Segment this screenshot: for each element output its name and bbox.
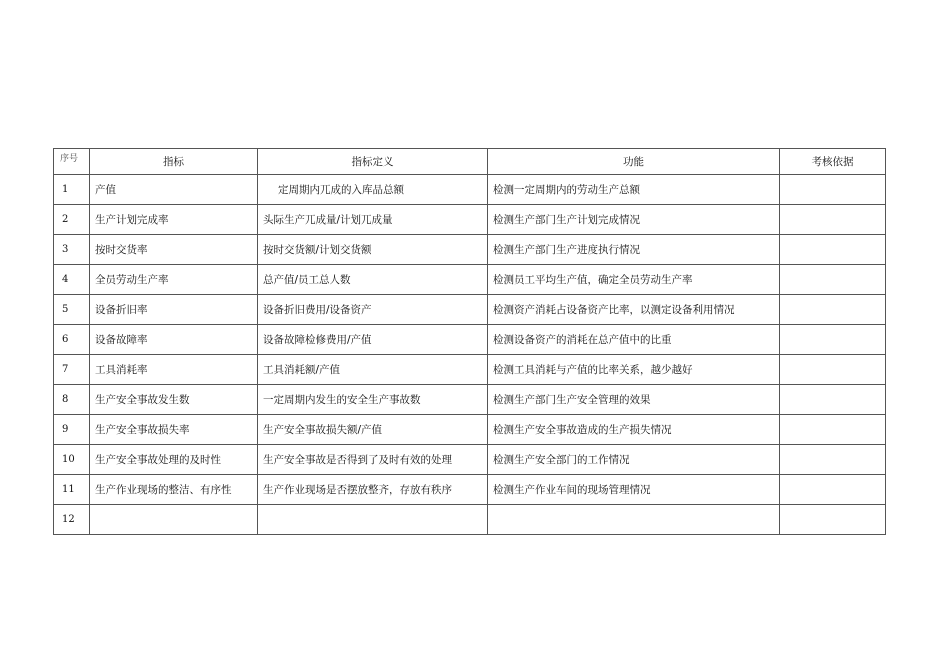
cell-definition (258, 505, 488, 535)
cell-indicator: 生产安全事故处理的及时性 (90, 445, 258, 475)
cell-definition: 定周期内兀成的入库品总额 (258, 175, 488, 205)
cell-basis (780, 475, 886, 505)
cell-index: 4 (54, 265, 90, 295)
table-row (54, 295, 886, 325)
cell-function: 检测一定周期内的劳动生产总额 (488, 175, 780, 205)
cell-index: 11 (54, 475, 90, 505)
header-index (54, 149, 90, 175)
cell-function: 检测生产部门生产进度执行情况 (488, 235, 780, 265)
cell-indicator: 生产安全事故发生数 (90, 385, 258, 415)
cell-indicator: 按时交货率 (90, 235, 258, 265)
cell-function: 检测生产部门生产计划完成情况 (488, 205, 780, 235)
table-row (54, 235, 886, 265)
cell-function: 检测生产作业车间的现场管理情况 (488, 475, 780, 505)
cell-index: 1 (54, 175, 90, 205)
cell-indicator: 工具消耗率 (90, 355, 258, 385)
cell-basis (780, 265, 886, 295)
cell-index: 7 (54, 355, 90, 385)
cell-definition: 总产值/员工总人数 (258, 265, 488, 295)
header-indicator: 指标 (90, 149, 258, 175)
cell-definition: 生产作业现场是否摆放整齐，存放有秩序 (258, 475, 488, 505)
cell-index: 6 (54, 325, 90, 355)
cell-function: 检测员工平均生产值，确定全员劳动生产率 (488, 265, 780, 295)
cell-function (488, 505, 780, 535)
cell-index: 5 (54, 295, 90, 325)
table-row (54, 205, 886, 235)
cell-indicator: 设备折旧率 (90, 295, 258, 325)
cell-function: 检测生产部门生产安全管理的效果 (488, 385, 780, 415)
cell-index: 12 (54, 505, 90, 535)
cell-basis (780, 355, 886, 385)
cell-basis (780, 385, 886, 415)
cell-function: 检测资产消耗占设备资产比率，以测定设备利用情况 (488, 295, 780, 325)
cell-indicator: 生产安全事故损失率 (90, 415, 258, 445)
cell-indicator: 生产作业现场的整洁、有序性 (90, 475, 258, 505)
table-row (54, 415, 886, 445)
cell-definition: 设备故障检修费用/产值 (258, 325, 488, 355)
cell-indicator: 设备故障率 (90, 325, 258, 355)
table-row (54, 445, 886, 475)
cell-function: 检测生产安全事故造成的生产损失情况 (488, 415, 780, 445)
cell-basis (780, 325, 886, 355)
cell-definition: 生产安全事故是否得到了及时有效的处理 (258, 445, 488, 475)
header-definition: 指标定义 (258, 149, 488, 175)
cell-function: 检测工具消耗与产值的比率关系，越少越好 (488, 355, 780, 385)
cell-index: 2 (54, 205, 90, 235)
cell-basis (780, 235, 886, 265)
table-row (54, 175, 886, 205)
table-row (54, 505, 886, 535)
cell-definition: 一定周期内发生的安全生产事故数 (258, 385, 488, 415)
cell-basis (780, 445, 886, 475)
table-row (54, 325, 886, 355)
table-row (54, 355, 886, 385)
cell-index: 3 (54, 235, 90, 265)
kpi-table-container (53, 148, 886, 535)
cell-index: 8 (54, 385, 90, 415)
cell-indicator: 全员劳动生产率 (90, 265, 258, 295)
header-function: 功能 (488, 149, 780, 175)
cell-definition: 生产安全事故损失额/产值 (258, 415, 488, 445)
cell-definition: 设备折旧费用/设备资产 (258, 295, 488, 325)
kpi-table (53, 148, 886, 535)
table-header-row (54, 149, 886, 175)
table-row (54, 265, 886, 295)
cell-definition: 头际生产兀成量/计划兀成量 (258, 205, 488, 235)
cell-indicator (90, 505, 258, 535)
cell-function: 检测生产安全部门的工作情况 (488, 445, 780, 475)
cell-function: 检测设备资产的消耗在总产值中的比重 (488, 325, 780, 355)
cell-basis (780, 205, 886, 235)
cell-basis (780, 415, 886, 445)
table-row (54, 475, 886, 505)
cell-index: 10 (54, 445, 90, 475)
cell-definition: 按时交货额/计划交货额 (258, 235, 488, 265)
header-index-label: 序号 (60, 154, 79, 164)
table-body (54, 175, 886, 535)
header-basis: 考核依据 (780, 149, 886, 175)
cell-basis (780, 295, 886, 325)
table-row (54, 385, 886, 415)
cell-index: 9 (54, 415, 90, 445)
cell-indicator: 产值 (90, 175, 258, 205)
cell-definition: 工具消耗额/产值 (258, 355, 488, 385)
cell-basis (780, 175, 886, 205)
cell-indicator: 生产计划完成率 (90, 205, 258, 235)
cell-basis (780, 505, 886, 535)
